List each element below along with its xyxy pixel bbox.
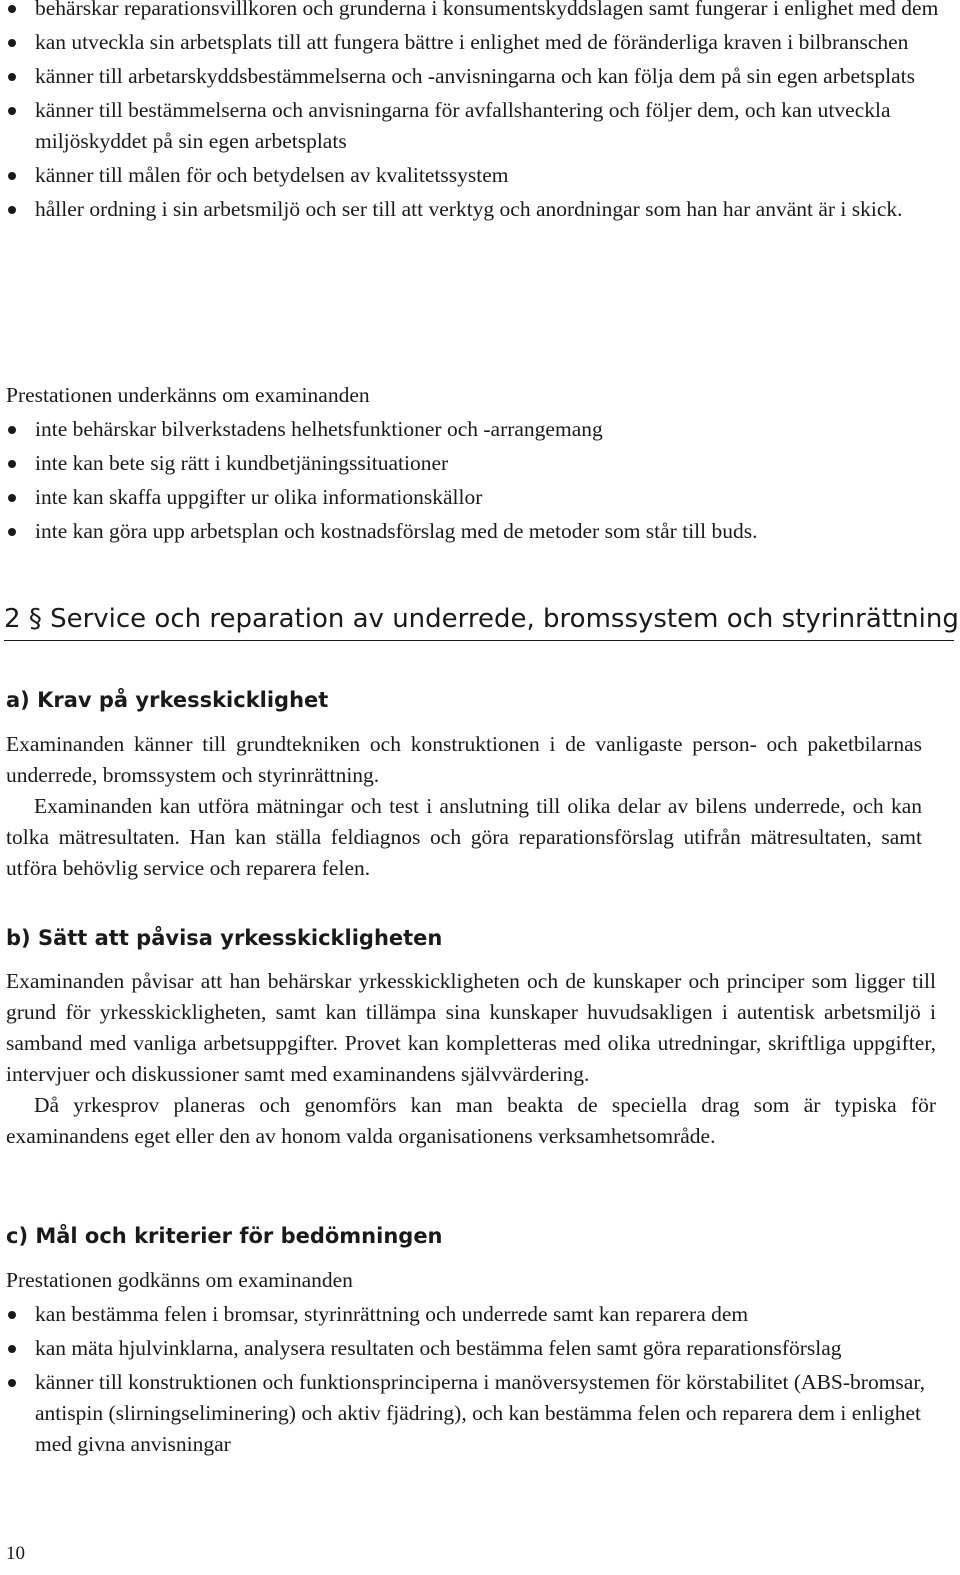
list-item: känner till arbetarskyddsbestämmelserna och -anvisningarna och kan följa dem på sin egen arbetsplats	[0, 61, 948, 92]
page-number: 10	[6, 1543, 25, 1564]
list-item: känner till konstruktionen och funktionsprinciperna i manöversystemen för körstabilitet (ABS-bromsar, antispin (slirningseliminering) och aktiv fjädring), och kan bestämma felen och reparera dem i enlighet med givna anvisningar	[0, 1367, 940, 1460]
section-a-body	[6, 729, 922, 884]
pass-criteria-list	[0, 1299, 940, 1460]
list-item: kan mäta hjulvinklarna, analysera resultaten och bestämma felen samt göra reparationsförslag	[0, 1333, 940, 1364]
section-title-text: Service och reparation av underrede, bromssystem och styrinrättning	[50, 604, 959, 634]
fail-criteria-list	[0, 414, 948, 547]
fail-intro: Prestationen underkänns om examinanden	[6, 383, 370, 407]
paragraph: Då yrkesprov planeras och genomförs kan man beakta de speciella drag som är typiska för examinandens eget eller den av honom valda organisationens verksamhetsområde.	[6, 1093, 936, 1148]
competence-list	[0, 0, 948, 225]
paragraph: Examinanden påvisar att han behärskar yrkesskickligheten och de kunskaper och principer som ligger till grund för yrkesskickligheten, samt kan tillämpa sina kunskaper huvudsakligen i autentisk arbetsmiljö i samband med vanliga arbetsuppgifter. Provet kan kompletteras med olika utredningar, skriftliga uppgifter, intervjuer och diskussioner samt med examinandens självvärdering.	[6, 969, 936, 1086]
list-item: håller ordning i sin arbetsmiljö och ser till att verktyg och anordningar som han har använt är i skick.	[0, 194, 948, 225]
list-item: inte kan göra upp arbetsplan och kostnadsförslag med de metoder som står till buds.	[0, 516, 948, 547]
list-item: känner till målen för och betydelsen av kvalitetssystem	[0, 160, 948, 191]
list-item: kan bestämma felen i bromsar, styrinrättning och underrede samt kan reparera dem	[0, 1299, 940, 1330]
list-item: inte kan skaffa uppgifter ur olika informationskällor	[0, 482, 948, 513]
heading-a: a) Krav på yrkesskicklighet	[6, 688, 329, 712]
section-symbol: §	[28, 604, 42, 634]
section-b-body	[6, 966, 936, 1152]
heading-b: b) Sätt att påvisa yrkesskickligheten	[6, 926, 443, 950]
heading-c: c) Mål och kriterier för bedömningen	[6, 1224, 443, 1248]
list-item: behärskar reparationsvillkoren och grunderna i konsumentskyddslagen samt fungerar i enlighet med dem	[0, 0, 948, 24]
list-item: kan utveckla sin arbetsplats till att fungera bättre i enlighet med de föränderliga kraven i bilbranschen	[0, 27, 948, 58]
paragraph: Examinanden känner till grundtekniken och konstruktionen i de vanligaste person- och paketbilarnas underrede, bromssystem och styrinrättning.	[6, 732, 922, 787]
section-title	[4, 604, 959, 641]
paragraph: Examinanden kan utföra mätningar och test i anslutning till olika delar av bilens underrede, och kan tolka mätresultaten. Han kan ställa feldiagnos och göra reparationsförslag utifrån mätresultaten, samt utföra behövlig service och reparera felen.	[6, 794, 922, 880]
list-item: inte behärskar bilverkstadens helhetsfunktioner och -arrangemang	[0, 414, 948, 445]
pass-intro: Prestationen godkänns om examinanden	[6, 1268, 353, 1292]
section-number: 2	[4, 604, 21, 634]
list-item: inte kan bete sig rätt i kundbetjäningssituationer	[0, 448, 948, 479]
list-item: känner till bestämmelserna och anvisningarna för avfallshantering och följer dem, och kan utveckla miljöskyddet på sin egen arbetsplats	[0, 95, 948, 157]
